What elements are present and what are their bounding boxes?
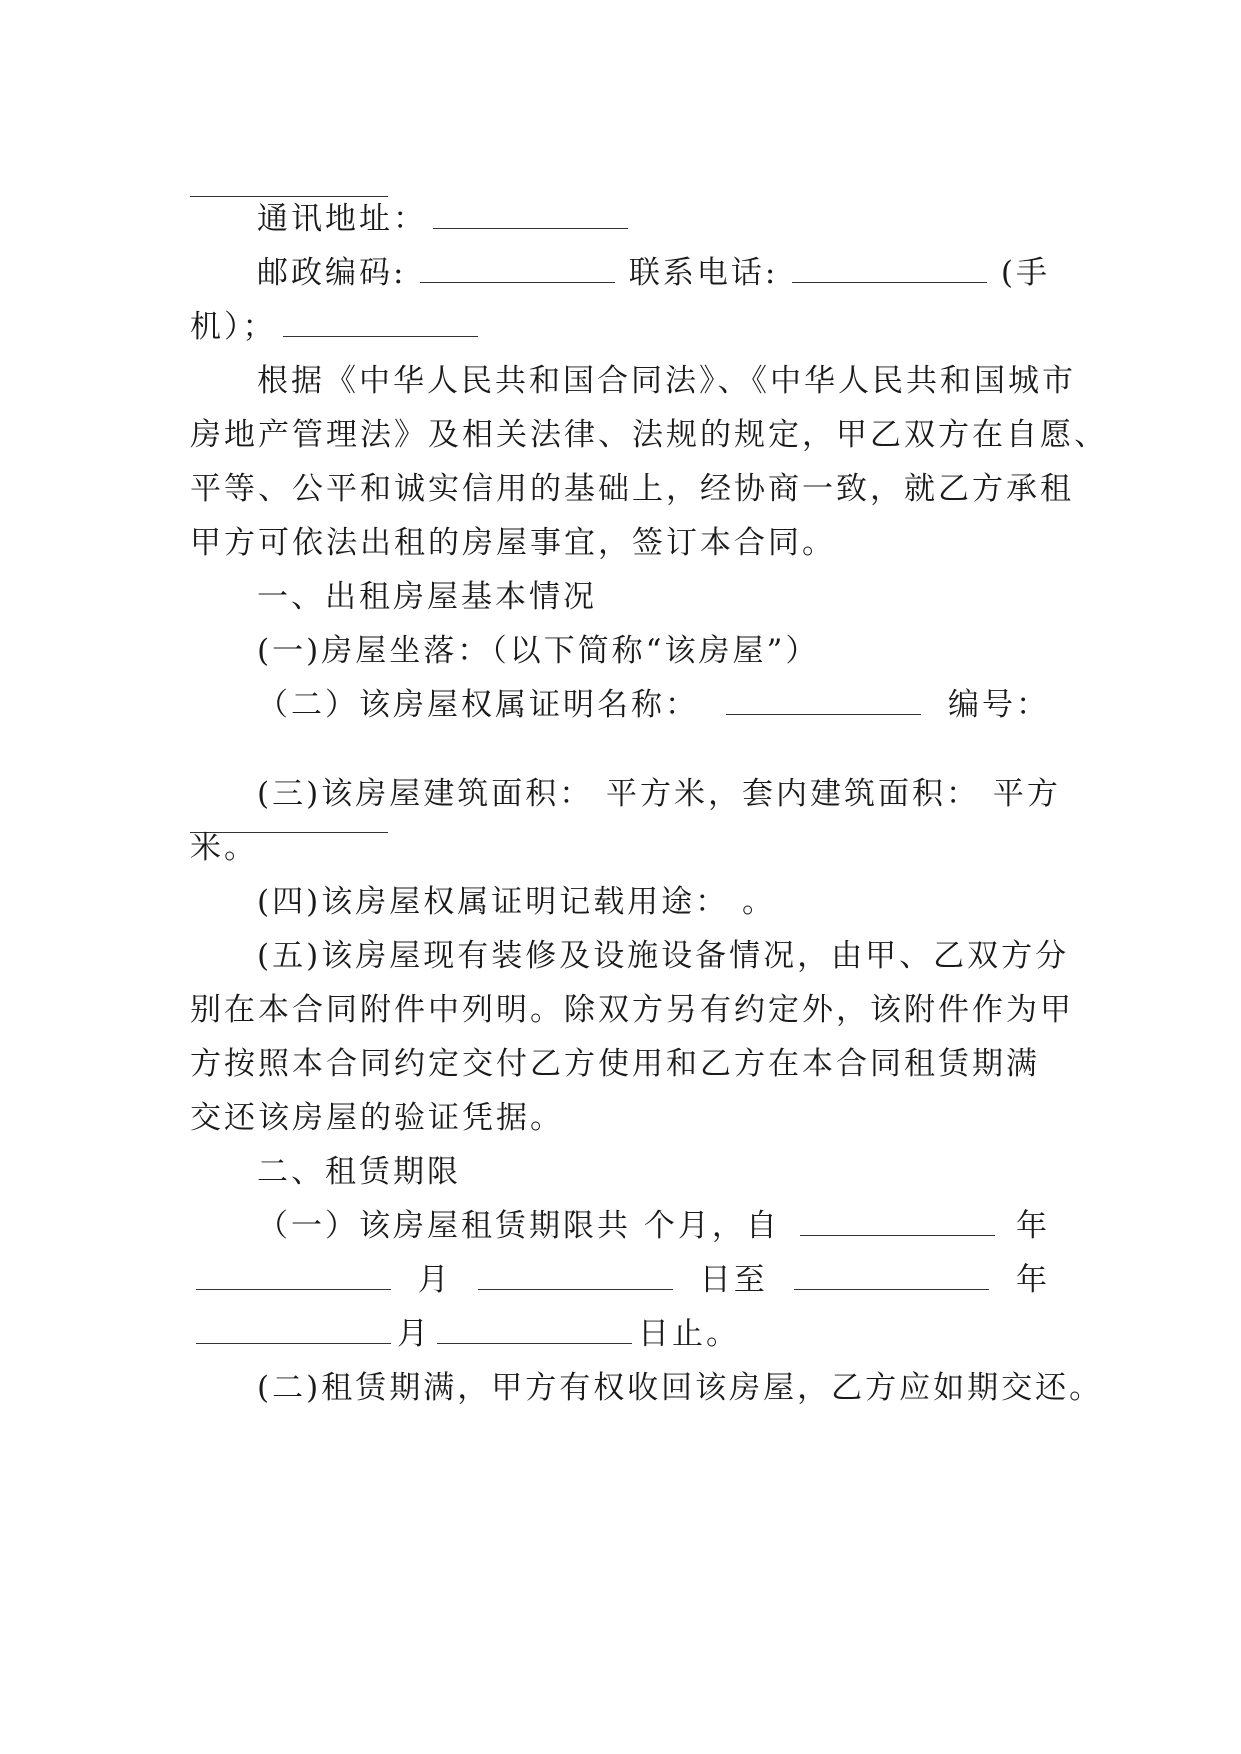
address-label: 通讯地址： bbox=[257, 201, 427, 237]
mobile-close: 机）； bbox=[190, 309, 277, 345]
phone-label: 联系电话: bbox=[628, 255, 779, 291]
section1-item3-a: (三)该房屋建筑面积： 平方米，套内建筑面积： 平方 bbox=[257, 776, 1061, 812]
end-day-blank bbox=[437, 1341, 632, 1344]
end-month-label: 月 bbox=[397, 1316, 431, 1352]
postal-phone-line bbox=[257, 244, 1050, 302]
cert-number-label: 编号： bbox=[948, 687, 1050, 723]
section1-heading: 一、出租房屋基本情况 bbox=[257, 579, 597, 615]
intro-line-3: 平等、公平和诚实信用的基础上，经协商一致，就乙方承租 bbox=[190, 471, 1074, 507]
phone-blank bbox=[792, 280, 987, 283]
section2-item1-b bbox=[190, 1251, 1050, 1309]
end-month-blank bbox=[196, 1341, 391, 1344]
section1-item3-b: 米。 bbox=[190, 830, 258, 866]
address-blank bbox=[433, 226, 628, 229]
section1-item4: (四)该房屋权属证明记载用途： 。 bbox=[257, 884, 777, 920]
start-month-blank bbox=[196, 1287, 391, 1290]
intro-line-1: 根据《中华人民共和国合同法》、《中华人民共和国城市 bbox=[257, 363, 1076, 399]
month-label: 月 bbox=[417, 1262, 452, 1298]
start-year-blank bbox=[800, 1233, 995, 1236]
postal-label: 邮政编码: bbox=[257, 255, 407, 291]
section1-item1: (一)房屋坐落：（以下简称“该房屋”） bbox=[257, 633, 820, 669]
intro-line-4: 甲方可依法出租的房屋事宜，签订本合同。 bbox=[190, 525, 836, 561]
mobile-open: (手 bbox=[1000, 255, 1050, 291]
section1-item5-d: 交还该房屋的验证凭据。 bbox=[190, 1100, 564, 1136]
address-line bbox=[257, 190, 1050, 248]
section2-item1-a bbox=[257, 1197, 1050, 1255]
term-text: （一）该房屋租赁期限共 个月，自 bbox=[257, 1208, 780, 1244]
mobile-line bbox=[190, 298, 1050, 356]
section2-heading: 二、租赁期限 bbox=[257, 1154, 461, 1190]
section1-item5-a: (五)该房屋现有装修及设施设备情况，由甲、乙双方分 bbox=[257, 938, 1070, 974]
start-day-blank bbox=[478, 1287, 673, 1290]
cert-name-label: （二）该房屋权属证明名称： bbox=[257, 687, 699, 723]
postal-blank bbox=[420, 280, 615, 283]
section1-item2 bbox=[257, 676, 1050, 734]
end-year-label: 年 bbox=[1015, 1262, 1050, 1298]
cert-name-blank bbox=[726, 712, 921, 715]
section1-item5-c: 方按照本合同约定交付乙方使用和乙方在本合同租赁期满 bbox=[190, 1046, 1040, 1082]
day-end-label: 日止。 bbox=[638, 1316, 740, 1352]
day-to-label: 日至 bbox=[699, 1262, 768, 1298]
section2-item1-c bbox=[190, 1305, 1050, 1363]
year-label: 年 bbox=[1015, 1208, 1050, 1244]
mobile-blank bbox=[283, 334, 478, 337]
section1-item5-b: 别在本合同附件中列明。除双方另有约定外，该附件作为甲 bbox=[190, 992, 1074, 1028]
end-year-blank bbox=[794, 1287, 989, 1290]
intro-line-2: 房地产管理法》及相关法律、法规的规定，甲乙双方在自愿、 bbox=[190, 417, 1108, 453]
section2-item2: (二)租赁期满，甲方有权收回该房屋，乙方应如期交还。 bbox=[257, 1370, 1104, 1406]
